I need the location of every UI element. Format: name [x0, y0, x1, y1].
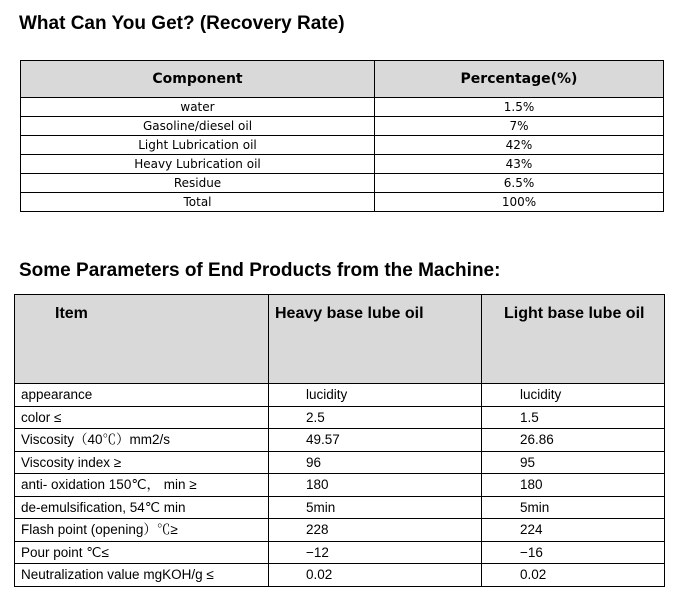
table-row — [21, 98, 664, 117]
item-cell: de-emulsification, 54℃ min — [15, 496, 269, 519]
light-oil-cell: 26.86 — [482, 429, 665, 452]
table-row — [15, 474, 665, 497]
table-row — [15, 519, 665, 542]
item-cell: appearance — [15, 384, 269, 407]
heavy-oil-cell: 180 — [269, 474, 482, 497]
light-oil-cell: 1.5 — [482, 406, 665, 429]
heavy-oil-cell: 49.57 — [269, 429, 482, 452]
table-row — [15, 496, 665, 519]
parameters-heading: Some Parameters of End Products from the Machine: — [19, 260, 501, 281]
percentage-cell: 100% — [375, 193, 664, 212]
item-cell: Pour point ℃≤ — [15, 541, 269, 564]
percentage-cell: 42% — [375, 136, 664, 155]
table-row — [21, 136, 664, 155]
table-row — [21, 193, 664, 212]
light-oil-cell: 180 — [482, 474, 665, 497]
percentage-cell: 1.5% — [375, 98, 664, 117]
percentage-cell: 7% — [375, 117, 664, 136]
percentage-cell: 43% — [375, 155, 664, 174]
table-row — [15, 451, 665, 474]
light-oil-header: Light base lube oil — [482, 295, 665, 384]
percentage-cell: 6.5% — [375, 174, 664, 193]
item-cell: anti- oxidation 150℃， min ≥ — [15, 474, 269, 497]
light-oil-cell: 95 — [482, 451, 665, 474]
table-row — [15, 541, 665, 564]
component-header: Component — [21, 61, 375, 98]
heavy-oil-cell: 96 — [269, 451, 482, 474]
component-cell: water — [21, 98, 375, 117]
component-cell: Heavy Lubrication oil — [21, 155, 375, 174]
heavy-oil-cell: 228 — [269, 519, 482, 542]
item-cell: color ≤ — [15, 406, 269, 429]
item-cell: Flash point (opening）℃≥ — [15, 519, 269, 542]
component-cell: Gasoline/diesel oil — [21, 117, 375, 136]
table-row — [21, 174, 664, 193]
light-oil-cell: −16 — [482, 541, 665, 564]
table-header-row — [21, 61, 664, 98]
light-oil-cell: 0.02 — [482, 564, 665, 587]
heavy-oil-header: Heavy base lube oil — [269, 295, 482, 384]
table-row — [15, 429, 665, 452]
item-cell: Neutralization value mgKOH/g ≤ — [15, 564, 269, 587]
item-cell: Viscosity（40℃）mm2/s — [15, 429, 269, 452]
parameters-table — [14, 294, 665, 587]
heavy-oil-cell: 2.5 — [269, 406, 482, 429]
table-row — [21, 155, 664, 174]
percentage-header: Percentage(%) — [375, 61, 664, 98]
heavy-oil-cell: −12 — [269, 541, 482, 564]
component-cell: Residue — [21, 174, 375, 193]
component-cell: Light Lubrication oil — [21, 136, 375, 155]
heavy-oil-cell: 0.02 — [269, 564, 482, 587]
table-header-row — [15, 295, 665, 384]
item-header: Item — [15, 295, 269, 384]
table-row — [15, 406, 665, 429]
light-oil-cell: lucidity — [482, 384, 665, 407]
recovery-rate-table — [20, 60, 664, 212]
light-oil-cell: 5min — [482, 496, 665, 519]
light-oil-cell: 224 — [482, 519, 665, 542]
recovery-rate-heading: What Can You Get? (Recovery Rate) — [19, 13, 345, 34]
table-row — [15, 384, 665, 407]
table-row — [15, 564, 665, 587]
component-cell: Total — [21, 193, 375, 212]
heavy-oil-cell: lucidity — [269, 384, 482, 407]
table-row — [21, 117, 664, 136]
item-cell: Viscosity index ≥ — [15, 451, 269, 474]
heavy-oil-cell: 5min — [269, 496, 482, 519]
